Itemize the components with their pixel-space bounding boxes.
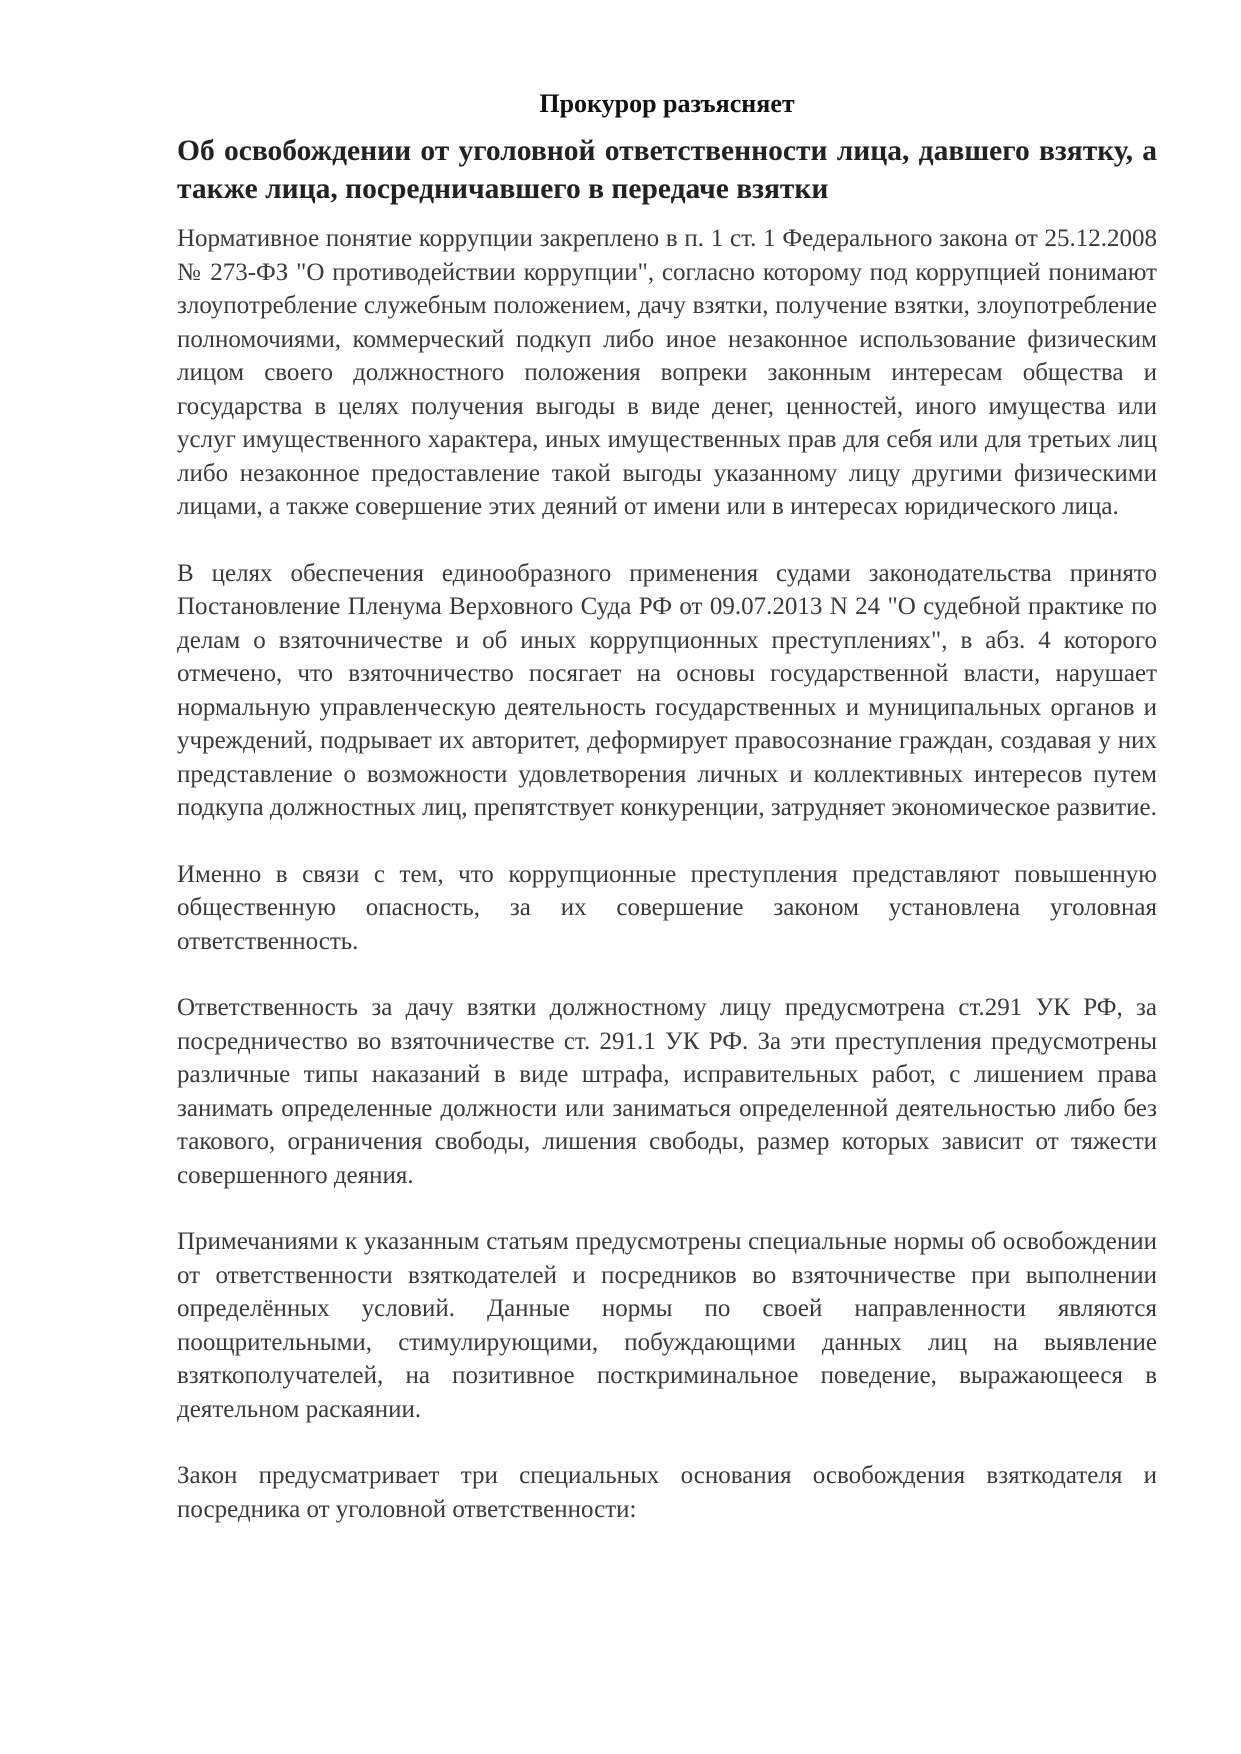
paragraph-articles-291: Ответственность за дачу взятки должностному лицу предусмотрена ст.291 УК РФ, за посредничество во взяточничестве ст. 291.1 УК РФ. За эти преступления предусмотрены различные типы наказаний в виде штрафа, исправительных работ, с лишением права занимать определенные должности или заниматься определенной деятельностью либо без такового, ограничения свободы, лишения свободы, размер которых зависит от тяжести совершенного деяния. [177,994,1157,1189]
paragraph-criminal-liability: Именно в связи с тем, что коррупционные преступления представляют повышенную общественную опасность, за их совершение законом установлена уголовная ответственность. [177,860,1157,955]
document-page [177,86,1157,1526]
paragraph-corruption-definition: Нормативное понятие коррупции закреплено в п. 1 ст. 1 Федерального закона от 25.12.2008 № 273-ФЗ "О противодействии коррупции", согласно которому под коррупцией понимают злоупотребление служебным положением, дачу взятки, получение взятки, злоупотребление полномочиями, коммерческий подкуп либо иное незаконное использование физическим лицом своего должностного положения вопреки законным интересам общества и государства в целях получения выгоды в виде денег, ценностей, иного имущества или услуг имущественного характера, иных имущественных прав для себя или для третьих лиц либо незаконное предоставление такой выгоды указанному лицу другими физическими лицами, а также совершение этих деяний от имени или в интересах юридического лица. [177,225,1157,520]
paragraph-supreme-court-resolution: В целях обеспечения единообразного применения судами законодательства принято Постановление Пленума Верховного Суда РФ от 09.07.2013 N 24 "О судебной практике по делам о взяточничестве и об иных коррупционных преступлениях", в абз. 4 которого отмечено, что взяточничество посягает на основы государственной власти, нарушает нормальную управленческую деятельность государственных и муниципальных органов и учреждений, подрывает их авторитет, деформирует правосознание граждан, создавая у них представление о возможности удовлетворения личных и коллективных интересов путем подкупа должностных лиц, препятствует конкуренции, затрудняет экономическое развитие. [177,559,1157,821]
document-heading: Прокурор разъясняет [539,89,795,118]
paragraph-three-grounds: Закон предусматривает три специальных основания освобождения взяткодателя и посредника от уголовной ответственности: [177,1462,1157,1523]
paragraph-special-norms: Примечаниями к указанным статьям предусмотрены специальные нормы об освобождении от ответственности взяткодателей и посредников во взяточничестве при выполнении определённых условий. Данные нормы по своей направленности являются поощрительными, стимулирующими, побуждающими данных лиц на выявление взяткополучателей, на позитивное посткриминальное поведение, выражающееся в деятельном раскаянии. [177,1228,1157,1423]
document-title: Об освобождении от уголовной ответственности лица, давшего взятку, а также лица, посредничавшего в передаче взятки [177,135,1157,205]
